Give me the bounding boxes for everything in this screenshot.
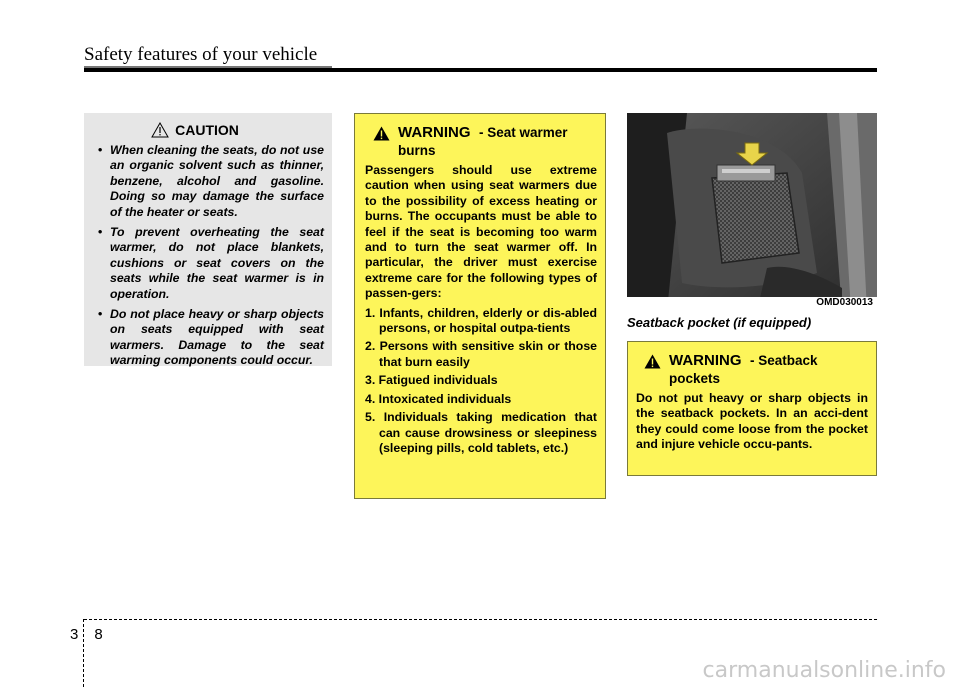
warning-list-item: 2. Persons with sensitive skin or those that burn easily [365,339,597,369]
caution-title: CAUTION [175,122,239,138]
warning-header [636,352,868,388]
warning-list-item: 5. Individuals taking medication that can cause drowsiness or sleepiness (sleeping pills, cold tablets, etc.) [365,410,597,455]
page-title: Safety features of your vehicle [84,44,318,65]
warning-body: Do not put heavy or sharp objects in the seatback pockets. In an acci-dent they could come loose from the pocket and injure vehicle occu-pants. [636,391,868,452]
warning-keyword: WARNING [398,124,471,141]
warning-header [365,124,597,160]
photo-code: OMD030013 [816,297,873,308]
footer-rule [84,619,877,620]
header-rule [84,68,877,72]
warning-seat-warmer-box [354,113,606,499]
warning-list-item: 1. Infants, children, elderly or dis-abled persons, or hospital outpa-tients [365,305,597,336]
warning-body: Passengers should use extreme caution when using seat warmers due to the possibility of excess heating or burns. The occupants must be able to feel if the seat is becoming too warm and to turn the seat warmer off. In particular, the driver must exercise extreme care for the following types of passen-gers: [365,163,597,301]
seatback-pocket-photo [627,113,877,311]
chapter-number: 3 [70,626,85,643]
caution-triangle-icon [151,122,169,138]
watermark-text: carmanualsonline.info [702,658,946,683]
caution-item: • To prevent overheating the seat warmer, do not place blankets, cushions or seat covers on the seats while the seat warmer is in operation. [96,225,324,302]
seatback-illustration [627,113,877,311]
warning-seatback-box [627,341,877,476]
warning-keyword: WARNING [669,352,742,369]
warning-list-item: 4. Intoxicated individuals [365,391,512,406]
warning-triangle-icon [644,354,661,369]
caution-list [96,143,324,369]
warning-subtitle: - Seatback pockets [669,353,818,386]
photo-caption: Seatback pocket (if equipped) [627,315,812,330]
caution-item: • Do not place heavy or sharp objects on seats equipped with seat warmers. Damage to the seat warming components could occur. [96,307,324,369]
warning-list [365,306,597,457]
caution-header [96,122,324,138]
caution-item: • When cleaning the seats, do not use an organic solvent such as thinner, benzene, alcohol and gasoline. Doing so may damage the surface of the heater or seats. [96,143,324,220]
caution-box [84,113,332,366]
page-index: 8 [94,626,109,643]
warning-triangle-icon [373,126,390,141]
warning-list-item: 3. Fatigued individuals [365,373,498,388]
page-number [70,626,109,643]
warning-subtitle: - Seat warmer burns [398,125,568,158]
